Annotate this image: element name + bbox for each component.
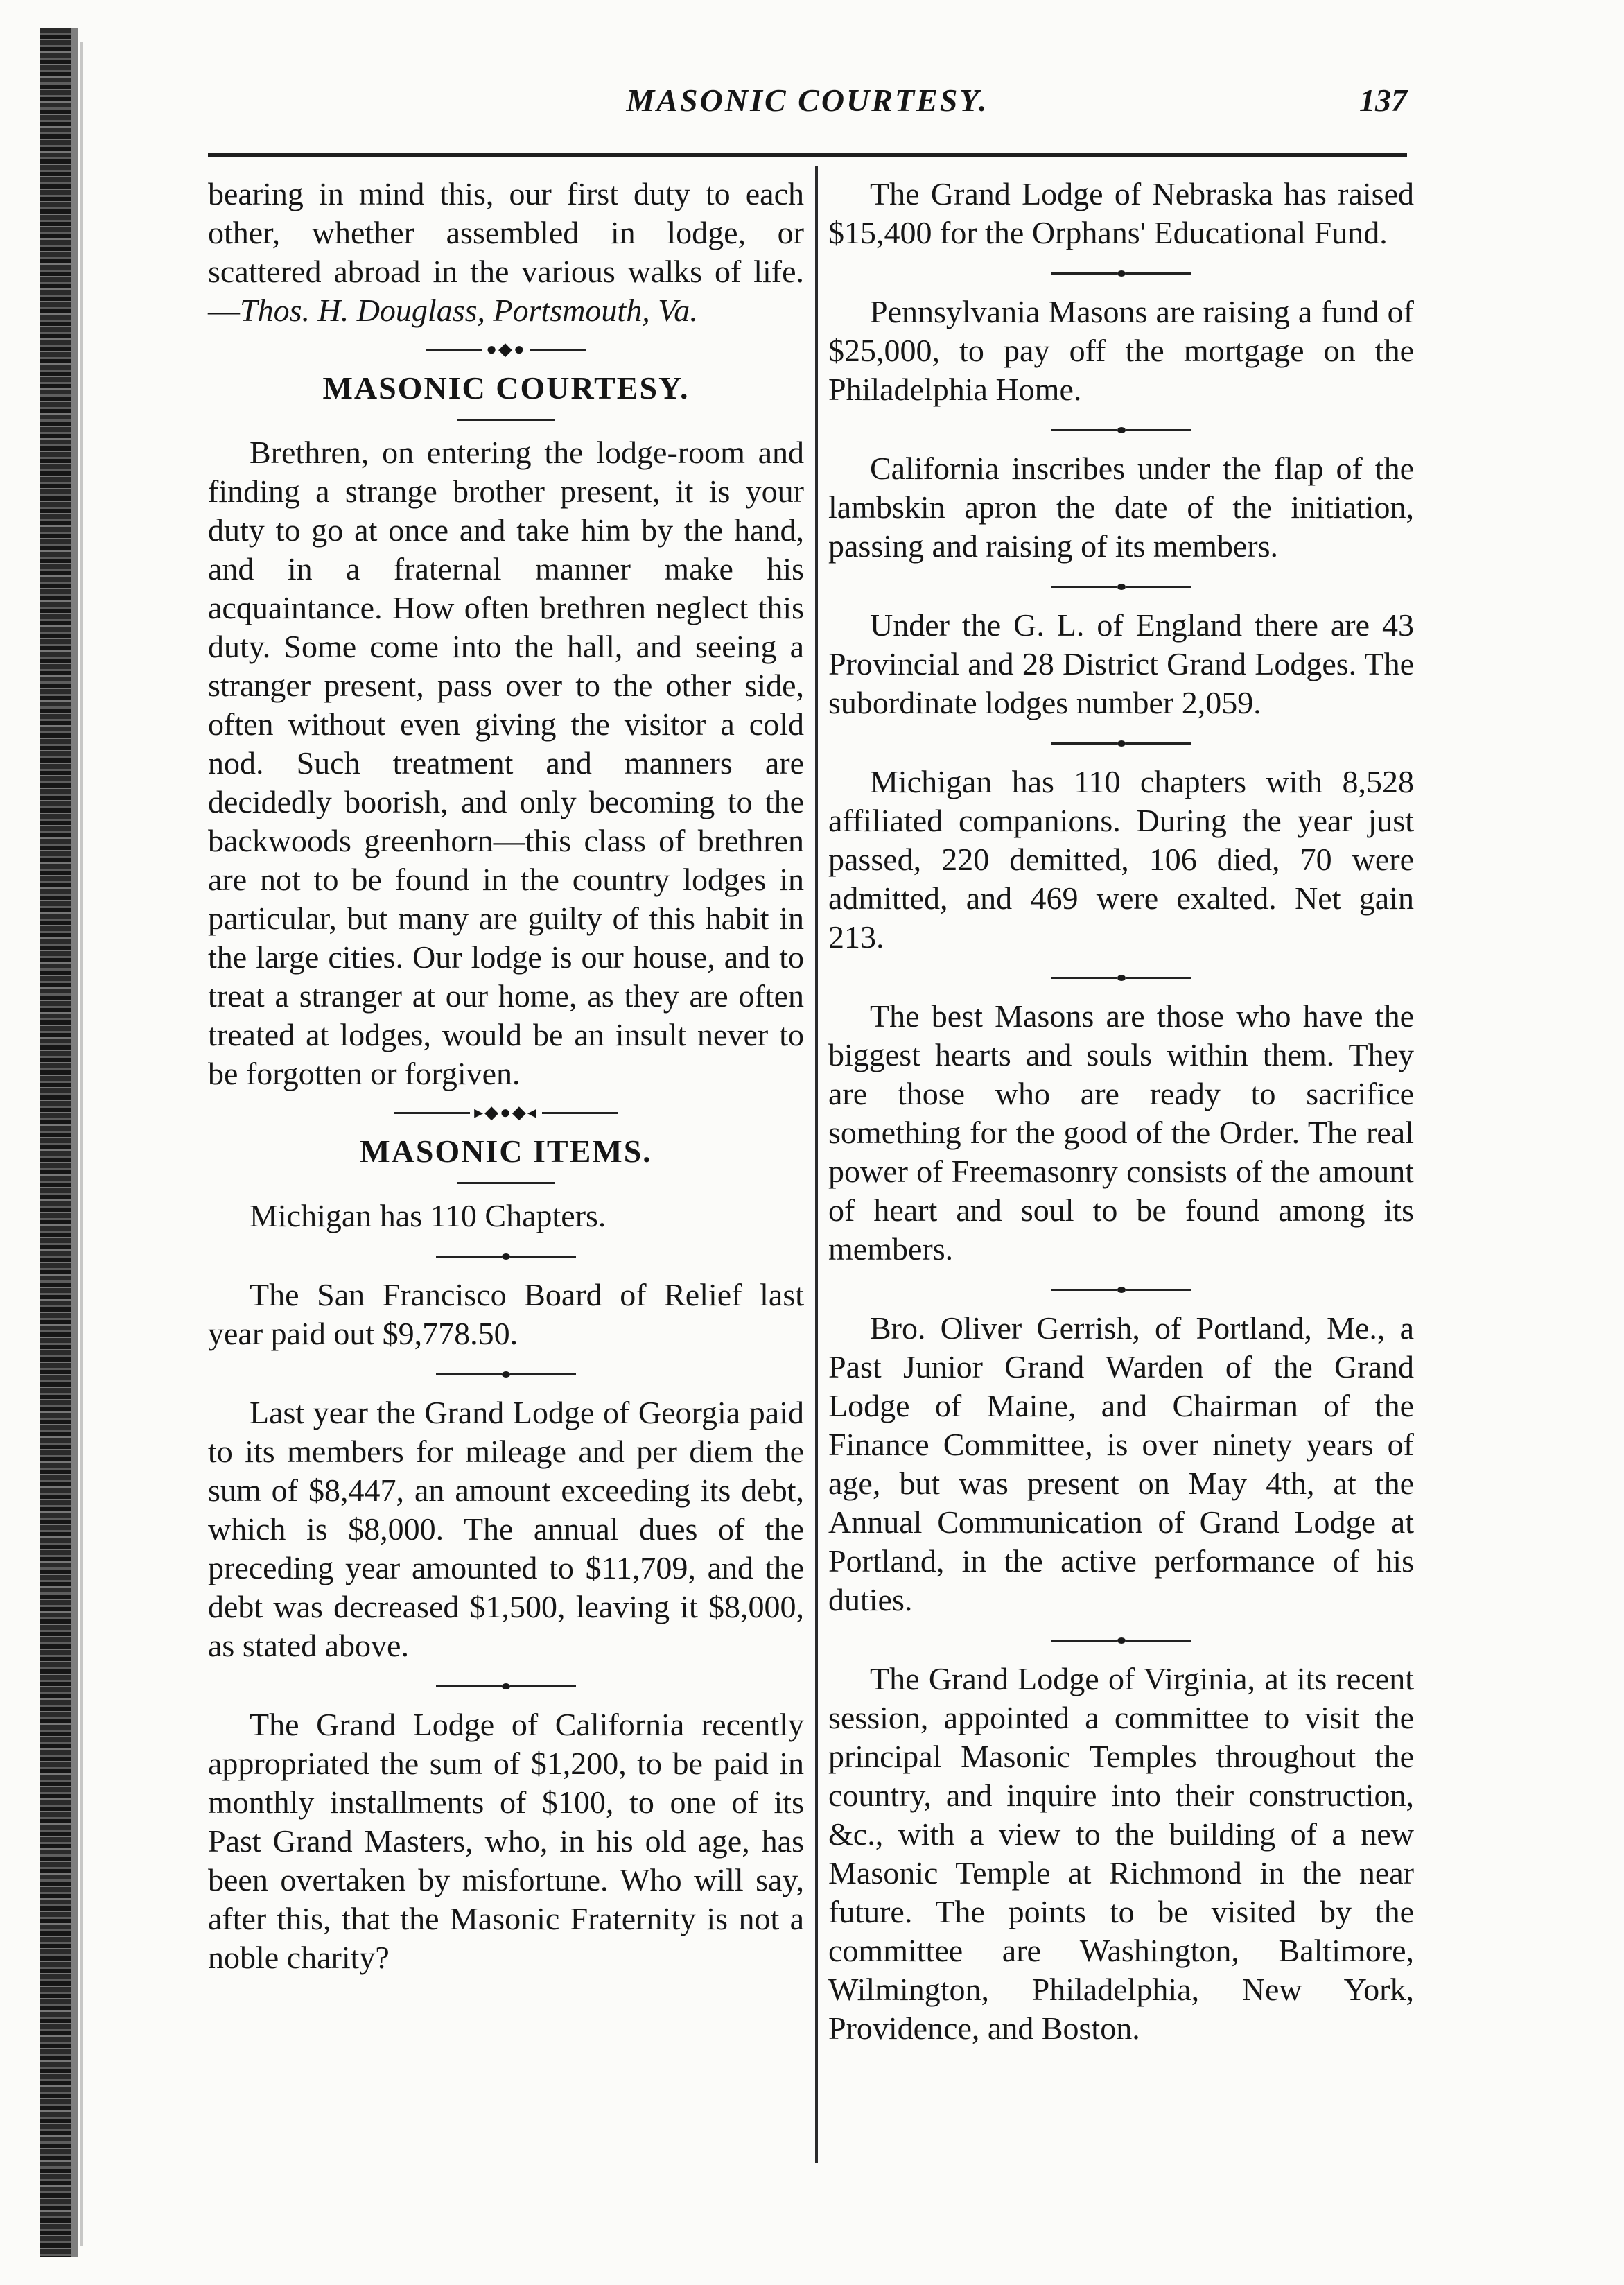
page-header: [208, 82, 1407, 144]
news-item: Last year the Grand Lodge of Georgia paid to its members for mileage and per diem the sum of $8,447, an amount exceeding its debt, which is $8,000. The annual dues of the preceding year amounted to $11,709, and the debt was decreased $1,500, leaving it $8,000, as stated above.: [208, 1395, 804, 1663]
running-title: MASONIC COURTESY.: [626, 82, 989, 118]
intro-paragraph: [208, 175, 804, 330]
item-separator: [828, 1284, 1414, 1295]
item-separator: [828, 738, 1414, 749]
news-item: The Grand Lodge of Nebraska has raised $15,400 for the Orphans' Educational Fund.: [828, 176, 1414, 250]
news-item: California inscribes under the flap of the lambskin apron the date of the initiation, passing and raising of its members.: [828, 451, 1414, 564]
intro-text: bearing in mind this, our first duty to each other, whether assembled in lodge, or scattered abroad in the various walks of life.—: [208, 176, 804, 328]
item-separator: [208, 1680, 804, 1692]
item-separator: [208, 1251, 804, 1262]
short-rule: [457, 419, 555, 421]
news-item: Under the G. L. of England there are 43 Provincial and 28 District Grand Lodges. The subordinate lodges number 2,059.: [828, 607, 1414, 720]
item-separator: [828, 581, 1414, 592]
item-separator: [828, 268, 1414, 279]
news-item: The Grand Lodge of Virginia, at its recent session, appointed a committee to visit the principal Masonic Temples throughout the country, and inquire into their construction, &c., with a view to the building of a new Masonic Temple at Richmond in the near future. The points to be visited by the committee are Washington, Baltimore, Wilmington, Philadelphia, New York, Providence, and Boston.: [828, 1661, 1414, 2046]
item-separator: [828, 972, 1414, 983]
article-paragraph: Brethren, on entering the lodge-room and finding a strange brother present, it is your duty to go at once and take him by the hand, and in a fraternal manner make his acquaintance. How often brethren neglect this duty. Some come into the hall, and seeing a stranger present, pass over to the other side, often without even giving the visitor a cold nod. Such treatment and manners are decidedly boorish, and only becoming to the backwoods greenhorn—this class of brethren are not to be found in the country lodges in particular, but many are guilty of this habit in the large cities. Our lodge is our house, and to treat a stranger at our home, as they are often treated at lodges, would be an insult never to be forgotten or forgiven.: [208, 435, 804, 1091]
ornament-divider: ●◆●: [208, 342, 804, 356]
page-number: 137: [1359, 82, 1407, 118]
section-heading-items: MASONIC ITEMS.: [360, 1133, 652, 1169]
news-item: Michigan has 110 Chapters.: [250, 1198, 606, 1233]
book-spine-shadow: [40, 28, 71, 2257]
news-item: The best Masons are those who have the biggest hearts and souls within them. They are those who are ready to sacrifice something for the good of the Order. The real power of Freemasonry consists of the amount of heart and soul to be found among its members.: [828, 998, 1414, 1267]
news-item: Bro. Oliver Gerrish, of Portland, Me., a Past Junior Grand Warden of the Grand Lodge of Maine, and Chairman of the Finance Committee, is over ninety years of age, but was present on May 4th, at the Annual Communication of Grand Lodge at Portland, in the active performance of his duties.: [828, 1310, 1414, 1617]
short-rule: [457, 1182, 555, 1184]
item-separator: [828, 1635, 1414, 1646]
news-item: Pennsylvania Masons are raising a fund of $25,000, to pay off the mortgage on the Philadelphia Home.: [828, 294, 1414, 407]
news-item: Michigan has 110 chapters with 8,528 affiliated companions. During the year just passed, 220 demitted, 106 died, 70 were admitted, and 469 were exalted. Net gain 213.: [828, 764, 1414, 955]
column-divider: [815, 166, 818, 2163]
news-item: The Grand Lodge of California recently appropriated the sum of $1,200, to be paid in monthly installments of $100, to one of its Past Grand Masters, who, in his old age, has been overtaken by misfortune. Who will say, after this, that the Masonic Fraternity is not a noble charity?: [208, 1707, 804, 1975]
header-rule: [208, 153, 1407, 157]
left-column: [208, 175, 804, 1977]
book-spine-edge-faint: [80, 42, 83, 2246]
right-column: [828, 175, 1414, 2048]
item-separator: [208, 1369, 804, 1380]
intro-signature: Thos. H. Douglass, Portsmouth, Va.: [240, 293, 698, 328]
ornament-divider: ▸◆●◆◂: [208, 1106, 804, 1120]
news-item: The San Francisco Board of Relief last year paid out $9,778.50.: [208, 1277, 804, 1351]
item-separator: [828, 424, 1414, 435]
book-spine-edge: [71, 28, 78, 2257]
section-heading-courtesy: MASONIC COURTESY.: [322, 370, 690, 406]
